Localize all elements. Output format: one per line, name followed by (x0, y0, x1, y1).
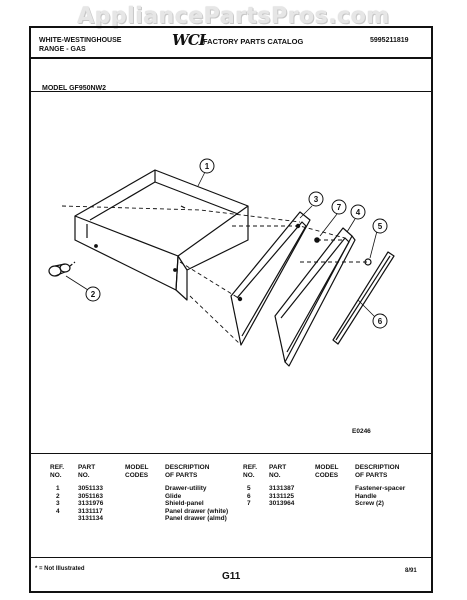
callout-5: 5 (377, 222, 383, 231)
table-row (243, 493, 407, 501)
row-part-no: 3131976 (78, 500, 104, 507)
callout-4: 4 (355, 208, 361, 217)
col-part-line2: NO. (78, 471, 90, 479)
row-desc: Fastener-spacer (355, 485, 406, 492)
row-ref: 7 (247, 500, 251, 507)
callout-1: 1 (204, 162, 210, 171)
col-ref-line1: REF. (50, 464, 65, 471)
row-ref: 5 (247, 485, 251, 492)
parts-table-left (50, 464, 230, 523)
row-desc: Glide (165, 492, 182, 500)
col-model-line2: CODES (315, 471, 339, 479)
row-part-no: 3131117 (78, 507, 103, 515)
col-model-line1: MODEL (125, 464, 149, 471)
drawer-panel-part (275, 228, 355, 366)
brand-line-2: RANGE - GAS (39, 46, 86, 53)
footer-rule (31, 557, 431, 558)
col-ref-line1: REF. (243, 464, 258, 471)
model-label: MODEL GF950NW2 (42, 85, 107, 92)
row-part-no: 3131125 (269, 492, 294, 500)
row-ref: 2 (56, 492, 60, 500)
diagram-code: E0246 (352, 428, 371, 435)
row-desc: Screw (2) (355, 500, 384, 507)
row-part-no: 3131387 (269, 485, 295, 492)
row-ref (50, 515, 78, 523)
row-desc: Handle (355, 492, 377, 500)
col-part-header (78, 464, 125, 479)
col-part-line1: PART (269, 464, 287, 471)
shield-panel-part (231, 212, 310, 345)
col-ref-header (243, 464, 269, 479)
col-ref-header (50, 464, 78, 479)
col-model-line2: CODES (125, 471, 149, 479)
assembly-lines (62, 206, 368, 345)
catalog-number: 5995211819 (370, 37, 409, 44)
brand-line-1: WHITE-WESTINGHOUSE (39, 37, 122, 44)
table-row (50, 515, 230, 523)
row-desc: Panel drawer (white) (165, 507, 229, 515)
col-model-line1: MODEL (315, 464, 339, 471)
callout-2: 2 (90, 290, 96, 299)
col-part-header (269, 464, 315, 479)
drawer-utility-part (75, 170, 248, 300)
col-part-line1: PART (78, 464, 96, 471)
callout-numbers (91, 162, 383, 326)
catalog-title: FACTORY PARTS CATALOG (203, 37, 304, 46)
table-row (50, 500, 230, 508)
wci-logo: WCI (172, 31, 205, 49)
row-part-no: 3131134 (78, 515, 103, 522)
watermark: AppliancePartsPros.com (77, 4, 390, 29)
col-model-header (125, 464, 165, 479)
table-header-row (50, 464, 230, 479)
callout-7: 7 (336, 203, 342, 212)
callout-6: 6 (377, 317, 383, 326)
row-ref: 4 (56, 507, 60, 515)
col-part-line2: NO. (269, 471, 281, 479)
col-desc-header (355, 464, 407, 479)
table-top-rule (31, 453, 431, 454)
not-illustrated-note: * = Not Illustrated (35, 566, 85, 572)
col-desc-line2: OF PARTS (355, 471, 388, 479)
table-row (50, 508, 230, 516)
row-ref: 1 (56, 485, 60, 492)
row-desc: Drawer-utility (165, 485, 207, 492)
table-row (50, 493, 230, 501)
page-number: G11 (222, 571, 241, 582)
row-part-no: 3051133 (78, 485, 103, 492)
col-desc-header (165, 464, 230, 479)
table-header-row (243, 464, 407, 479)
col-desc-line1: DESCRIPTION (355, 464, 400, 471)
parts-table-right (243, 464, 407, 508)
row-desc: Shield-panel (165, 500, 204, 507)
row-part-no: 3051163 (78, 492, 103, 500)
table-row (243, 500, 407, 508)
col-ref-line2: NO. (50, 471, 62, 479)
row-ref: 6 (247, 492, 251, 500)
row-part-no: 3013964 (269, 500, 295, 507)
col-model-header (315, 464, 355, 479)
col-desc-line1: DESCRIPTION (165, 464, 210, 471)
row-ref: 3 (56, 500, 60, 507)
callout-3: 3 (313, 195, 319, 204)
row-desc: Panel drawer (almd) (165, 515, 227, 522)
col-ref-line2: NO. (243, 471, 255, 479)
glide-part (49, 262, 75, 276)
revision-date: 8/91 (405, 568, 417, 574)
col-desc-line2: OF PARTS (165, 471, 198, 479)
table-row (243, 485, 407, 493)
table-row (50, 485, 230, 493)
